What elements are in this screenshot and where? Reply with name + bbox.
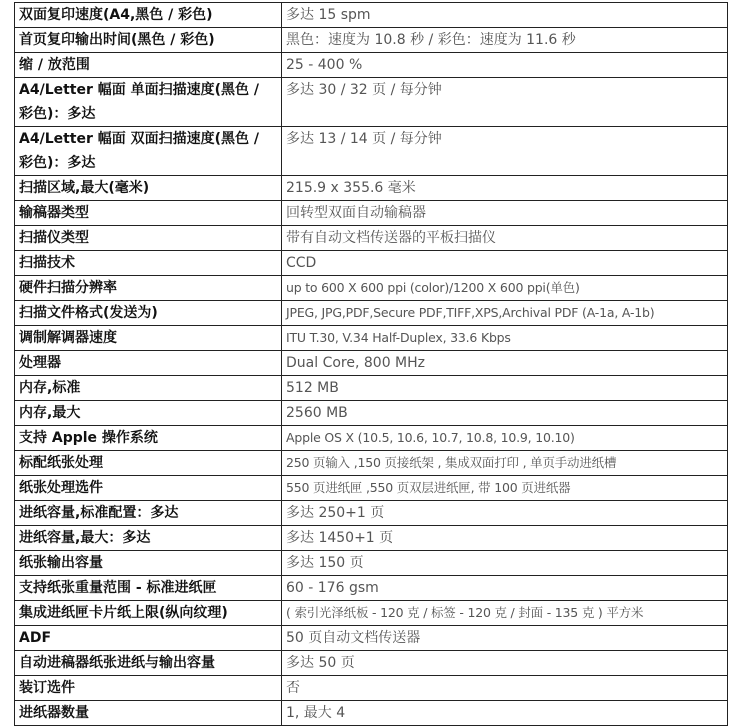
spec-label: 双面复印速度(A4,黑色 / 彩色) <box>15 3 282 28</box>
spec-value: 215.9 x 355.6 毫米 <box>282 176 728 201</box>
spec-label: 内存,最大 <box>15 401 282 426</box>
spec-label: 装订选件 <box>15 676 282 701</box>
table-row <box>15 127 728 176</box>
spec-label: 纸张处理选件 <box>15 476 282 501</box>
table-row <box>15 551 728 576</box>
spec-label: 扫描仪类型 <box>15 226 282 251</box>
table-row <box>15 376 728 401</box>
spec-value: 否 <box>282 676 728 701</box>
table-row <box>15 676 728 701</box>
table-row <box>15 226 728 251</box>
table-row <box>15 326 728 351</box>
spec-label: 缩 / 放范围 <box>15 53 282 78</box>
spec-value: Dual Core, 800 MHz <box>282 351 728 376</box>
table-row <box>15 701 728 726</box>
spec-value: 多达 250+1 页 <box>282 501 728 526</box>
spec-label: ADF <box>15 626 282 651</box>
spec-value: Apple OS X (10.5, 10.6, 10.7, 10.8, 10.9, 10.10) <box>282 426 728 451</box>
spec-value: 黑色：速度为 10.8 秒 / 彩色：速度为 11.6 秒 <box>282 28 728 53</box>
spec-value: 多达 1450+1 页 <box>282 526 728 551</box>
spec-label: 首页复印输出时间(黑色 / 彩色) <box>15 28 282 53</box>
spec-label: 集成进纸匣卡片纸上限(纵向纹理) <box>15 601 282 626</box>
spec-label: A4/Letter 幅面 单面扫描速度(黑色 / 彩色)：多达 <box>15 78 282 127</box>
table-row <box>15 351 728 376</box>
spec-label: 处理器 <box>15 351 282 376</box>
spec-value: up to 600 X 600 ppi (color)/1200 X 600 ppi(单色) <box>282 276 728 301</box>
table-row <box>15 201 728 226</box>
spec-value: 250 页输入 ,150 页接纸架 , 集成双面打印 , 单页手动进纸槽 <box>282 451 728 476</box>
spec-value: 多达 50 页 <box>282 651 728 676</box>
spec-label: 进纸容量,最大：多达 <box>15 526 282 551</box>
spec-label: 标配纸张处理 <box>15 451 282 476</box>
table-row <box>15 3 728 28</box>
spec-label: 进纸容量,标准配置：多达 <box>15 501 282 526</box>
spec-label: 支持 Apple 操作系统 <box>15 426 282 451</box>
spec-table <box>14 2 728 726</box>
spec-value: 多达 150 页 <box>282 551 728 576</box>
table-row <box>15 301 728 326</box>
spec-value: ( 索引光泽纸板 - 120 克 / 标签 - 120 克 / 封面 - 135 克 ) 平方米 <box>282 601 728 626</box>
spec-label: 纸张输出容量 <box>15 551 282 576</box>
table-row <box>15 501 728 526</box>
spec-label: 扫描技术 <box>15 251 282 276</box>
spec-value: 1, 最大 4 <box>282 701 728 726</box>
spec-value: 550 页进纸匣 ,550 页双层进纸匣, 带 100 页进纸器 <box>282 476 728 501</box>
table-row <box>15 276 728 301</box>
spec-value: 带有自动文档传送器的平板扫描仪 <box>282 226 728 251</box>
spec-value: 60 - 176 gsm <box>282 576 728 601</box>
spec-value: 25 - 400 % <box>282 53 728 78</box>
spec-label: A4/Letter 幅面 双面扫描速度(黑色 / 彩色)：多达 <box>15 127 282 176</box>
table-row <box>15 476 728 501</box>
table-row <box>15 53 728 78</box>
spec-value: JPEG, JPG,PDF,Secure PDF,TIFF,XPS,Archival PDF (A-1a, A-1b) <box>282 301 728 326</box>
spec-label: 硬件扫描分辨率 <box>15 276 282 301</box>
table-row <box>15 451 728 476</box>
spec-label: 调制解调器速度 <box>15 326 282 351</box>
spec-value: 多达 30 / 32 页 / 每分钟 <box>282 78 728 127</box>
table-row <box>15 526 728 551</box>
table-row <box>15 426 728 451</box>
table-row <box>15 401 728 426</box>
spec-value: ITU T.30, V.34 Half-Duplex, 33.6 Kbps <box>282 326 728 351</box>
spec-label: 进纸器数量 <box>15 701 282 726</box>
spec-value: 多达 13 / 14 页 / 每分钟 <box>282 127 728 176</box>
spec-value: 回转型双面自动输稿器 <box>282 201 728 226</box>
spec-value: 2560 MB <box>282 401 728 426</box>
table-row <box>15 251 728 276</box>
spec-label: 扫描文件格式(发送为) <box>15 301 282 326</box>
spec-value: 512 MB <box>282 376 728 401</box>
table-row <box>15 626 728 651</box>
spec-label: 内存,标准 <box>15 376 282 401</box>
spec-value: CCD <box>282 251 728 276</box>
table-row <box>15 78 728 127</box>
spec-label: 支持纸张重量范围 - 标准进纸匣 <box>15 576 282 601</box>
table-row <box>15 28 728 53</box>
spec-label: 扫描区域,最大(毫米) <box>15 176 282 201</box>
table-row <box>15 176 728 201</box>
spec-value: 50 页自动文档传送器 <box>282 626 728 651</box>
table-row <box>15 601 728 626</box>
table-row <box>15 651 728 676</box>
spec-label: 自动进稿器纸张进纸与输出容量 <box>15 651 282 676</box>
table-row <box>15 576 728 601</box>
spec-value: 多达 15 spm <box>282 3 728 28</box>
spec-label: 输稿器类型 <box>15 201 282 226</box>
